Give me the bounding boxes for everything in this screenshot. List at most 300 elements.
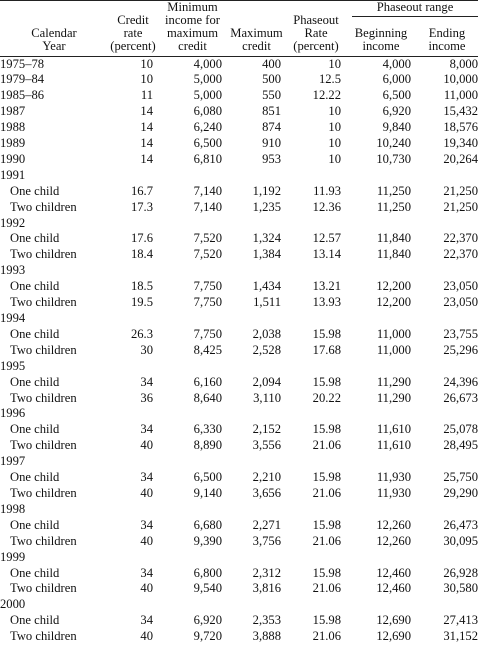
- cell-credit-rate: 18.5: [108, 279, 158, 295]
- cell-phaseout-rate: 12.5: [286, 72, 346, 88]
- cell-credit-rate: 17.6: [108, 231, 158, 247]
- cell-beginning-income: 10,240: [346, 136, 416, 152]
- cell-beginning-income: 12,460: [346, 566, 416, 582]
- cell-ending-income: 28,495: [416, 438, 478, 454]
- cell-ending-income: [416, 168, 478, 184]
- header-line: income for: [160, 14, 225, 27]
- cell-credit-rate: 34: [108, 613, 158, 629]
- cell-maximum-credit: 400: [227, 57, 286, 73]
- cell-maximum-credit: 3,888: [227, 629, 286, 645]
- cell-minimum-income: [158, 454, 227, 470]
- row-household-label: One child: [0, 327, 108, 343]
- cell-ending-income: [416, 597, 478, 613]
- header-credit-rate: [108, 1, 158, 57]
- table-row: [0, 581, 478, 597]
- year-group-row: [0, 216, 478, 232]
- cell-maximum-credit: 1,434: [227, 279, 286, 295]
- row-year-label: 1994: [0, 311, 108, 327]
- year-group-row: [0, 168, 478, 184]
- cell-ending-income: [416, 454, 478, 470]
- row-year-label: 1993: [0, 263, 108, 279]
- cell-ending-income: [416, 359, 478, 375]
- cell-ending-income: 24,396: [416, 375, 478, 391]
- year-group-row: [0, 311, 478, 327]
- header-beginning-income: [346, 22, 416, 56]
- header-minimum-income: [158, 1, 227, 57]
- cell-minimum-income: 4,000: [158, 57, 227, 73]
- cell-phaseout-rate: 15.98: [286, 375, 346, 391]
- row-household-label: One child: [0, 518, 108, 534]
- table-row: [0, 136, 478, 152]
- cell-maximum-credit: 953: [227, 152, 286, 168]
- cell-minimum-income: 7,750: [158, 279, 227, 295]
- cell-minimum-income: 7,750: [158, 295, 227, 311]
- cell-minimum-income: [158, 359, 227, 375]
- row-year-label: 1996: [0, 406, 108, 422]
- cell-beginning-income: 11,290: [346, 375, 416, 391]
- row-year-label: 1989: [0, 136, 108, 152]
- cell-beginning-income: 12,260: [346, 534, 416, 550]
- cell-beginning-income: 11,840: [346, 231, 416, 247]
- cell-minimum-income: [158, 502, 227, 518]
- cell-beginning-income: 6,500: [346, 88, 416, 104]
- cell-maximum-credit: 2,271: [227, 518, 286, 534]
- cell-maximum-credit: 2,152: [227, 422, 286, 438]
- header-line: Ending: [418, 27, 476, 40]
- cell-phaseout-rate: 13.14: [286, 247, 346, 263]
- table-row: [0, 343, 478, 359]
- cell-maximum-credit: 2,353: [227, 613, 286, 629]
- cell-ending-income: 25,750: [416, 470, 478, 486]
- cell-credit-rate: [108, 216, 158, 232]
- cell-minimum-income: 7,520: [158, 231, 227, 247]
- header-line: Minimum: [160, 1, 225, 14]
- cell-maximum-credit: 3,556: [227, 438, 286, 454]
- cell-ending-income: [416, 502, 478, 518]
- cell-ending-income: [416, 406, 478, 422]
- cell-minimum-income: [158, 550, 227, 566]
- cell-ending-income: 29,290: [416, 486, 478, 502]
- table-header: [0, 1, 478, 57]
- cell-phaseout-rate: 21.06: [286, 486, 346, 502]
- table-row: [0, 104, 478, 120]
- row-household-label: Two children: [0, 295, 108, 311]
- cell-phaseout-rate: 15.98: [286, 613, 346, 629]
- cell-phaseout-rate: 10: [286, 152, 346, 168]
- row-year-label: 1992: [0, 216, 108, 232]
- year-group-row: [0, 502, 478, 518]
- cell-minimum-income: 8,640: [158, 391, 227, 407]
- cell-maximum-credit: [227, 550, 286, 566]
- cell-maximum-credit: [227, 359, 286, 375]
- cell-phaseout-rate: 20.22: [286, 391, 346, 407]
- cell-credit-rate: 19.5: [108, 295, 158, 311]
- row-household-label: Two children: [0, 438, 108, 454]
- cell-credit-rate: [108, 168, 158, 184]
- cell-phaseout-rate: 10: [286, 57, 346, 73]
- cell-maximum-credit: 2,210: [227, 470, 286, 486]
- cell-credit-rate: 14: [108, 152, 158, 168]
- cell-ending-income: [416, 263, 478, 279]
- cell-credit-rate: 18.4: [108, 247, 158, 263]
- row-household-label: One child: [0, 470, 108, 486]
- header-phaseout-range-label: Phaseout range: [352, 1, 478, 17]
- cell-beginning-income: 12,460: [346, 581, 416, 597]
- row-household-label: Two children: [0, 247, 108, 263]
- cell-credit-rate: 36: [108, 391, 158, 407]
- cell-phaseout-rate: 13.21: [286, 279, 346, 295]
- cell-ending-income: 26,473: [416, 518, 478, 534]
- header-line: maximum: [160, 27, 225, 40]
- header-phaseout-range: [346, 1, 478, 23]
- table-row: [0, 629, 478, 645]
- cell-credit-rate: [108, 406, 158, 422]
- cell-ending-income: 18,576: [416, 120, 478, 136]
- cell-credit-rate: 40: [108, 629, 158, 645]
- cell-ending-income: 23,755: [416, 327, 478, 343]
- table-row: [0, 57, 478, 73]
- cell-minimum-income: 5,000: [158, 72, 227, 88]
- cell-phaseout-rate: 10: [286, 136, 346, 152]
- cell-minimum-income: 6,080: [158, 104, 227, 120]
- row-household-label: Two children: [0, 343, 108, 359]
- cell-beginning-income: [346, 263, 416, 279]
- row-year-label: 1985–86: [0, 88, 108, 104]
- table-row: [0, 327, 478, 343]
- cell-phaseout-rate: 15.98: [286, 518, 346, 534]
- cell-minimum-income: [158, 311, 227, 327]
- cell-credit-rate: 30: [108, 343, 158, 359]
- cell-ending-income: 15,432: [416, 104, 478, 120]
- row-year-label: 1987: [0, 104, 108, 120]
- cell-maximum-credit: [227, 168, 286, 184]
- cell-credit-rate: 11: [108, 88, 158, 104]
- row-household-label: One child: [0, 613, 108, 629]
- cell-ending-income: [416, 216, 478, 232]
- row-household-label: Two children: [0, 534, 108, 550]
- cell-minimum-income: [158, 597, 227, 613]
- table-row: [0, 184, 478, 200]
- cell-maximum-credit: 3,110: [227, 391, 286, 407]
- table-row: [0, 231, 478, 247]
- cell-credit-rate: [108, 311, 158, 327]
- header-line: Credit: [110, 14, 156, 27]
- header-phaseout-rate: [286, 1, 346, 57]
- cell-ending-income: 10,000: [416, 72, 478, 88]
- cell-beginning-income: [346, 359, 416, 375]
- cell-minimum-income: 6,330: [158, 422, 227, 438]
- cell-ending-income: 19,340: [416, 136, 478, 152]
- cell-credit-rate: [108, 550, 158, 566]
- table-row: [0, 88, 478, 104]
- header-ending-income: [416, 22, 478, 56]
- header-line: credit: [160, 40, 225, 53]
- cell-credit-rate: 17.3: [108, 200, 158, 216]
- cell-credit-rate: 26.3: [108, 327, 158, 343]
- header-line: (percent): [288, 40, 344, 53]
- cell-phaseout-rate: 21.06: [286, 438, 346, 454]
- cell-phaseout-rate: 21.06: [286, 581, 346, 597]
- cell-beginning-income: [346, 311, 416, 327]
- cell-maximum-credit: 3,656: [227, 486, 286, 502]
- cell-minimum-income: 6,500: [158, 136, 227, 152]
- cell-phaseout-rate: 15.98: [286, 422, 346, 438]
- cell-phaseout-rate: [286, 502, 346, 518]
- cell-credit-rate: [108, 502, 158, 518]
- table-row: [0, 613, 478, 629]
- cell-phaseout-rate: [286, 454, 346, 470]
- cell-maximum-credit: 500: [227, 72, 286, 88]
- cell-phaseout-rate: 15.98: [286, 327, 346, 343]
- table-row: [0, 518, 478, 534]
- cell-maximum-credit: 910: [227, 136, 286, 152]
- cell-beginning-income: [346, 597, 416, 613]
- cell-ending-income: 20,264: [416, 152, 478, 168]
- cell-beginning-income: 12,690: [346, 629, 416, 645]
- row-year-label: 1995: [0, 359, 108, 375]
- cell-beginning-income: [346, 454, 416, 470]
- cell-credit-rate: 34: [108, 566, 158, 582]
- cell-maximum-credit: [227, 216, 286, 232]
- row-year-label: 1991: [0, 168, 108, 184]
- cell-credit-rate: 40: [108, 581, 158, 597]
- cell-beginning-income: 11,930: [346, 470, 416, 486]
- cell-beginning-income: 12,200: [346, 279, 416, 295]
- row-household-label: Two children: [0, 629, 108, 645]
- cell-credit-rate: 34: [108, 422, 158, 438]
- year-group-row: [0, 359, 478, 375]
- cell-phaseout-rate: 15.98: [286, 470, 346, 486]
- row-household-label: Two children: [0, 581, 108, 597]
- cell-phaseout-rate: [286, 311, 346, 327]
- header-calendar-year: [0, 1, 108, 57]
- cell-maximum-credit: [227, 597, 286, 613]
- header-line: rate: [110, 27, 156, 40]
- cell-ending-income: 30,095: [416, 534, 478, 550]
- cell-minimum-income: [158, 406, 227, 422]
- row-year-label: 1990: [0, 152, 108, 168]
- row-household-label: One child: [0, 231, 108, 247]
- cell-maximum-credit: 1,235: [227, 200, 286, 216]
- table-row: [0, 152, 478, 168]
- cell-credit-rate: [108, 597, 158, 613]
- cell-minimum-income: 6,160: [158, 375, 227, 391]
- header-line: Maximum: [229, 27, 284, 40]
- cell-beginning-income: 11,610: [346, 438, 416, 454]
- cell-beginning-income: 4,000: [346, 57, 416, 73]
- row-year-label: 1988: [0, 120, 108, 136]
- row-household-label: One child: [0, 566, 108, 582]
- cell-beginning-income: 11,250: [346, 184, 416, 200]
- cell-ending-income: 21,250: [416, 184, 478, 200]
- cell-phaseout-rate: [286, 216, 346, 232]
- cell-minimum-income: 6,500: [158, 470, 227, 486]
- row-household-label: Two children: [0, 486, 108, 502]
- row-household-label: Two children: [0, 200, 108, 216]
- cell-credit-rate: 14: [108, 136, 158, 152]
- cell-ending-income: 25,296: [416, 343, 478, 359]
- cell-ending-income: 27,413: [416, 613, 478, 629]
- cell-phaseout-rate: 11.93: [286, 184, 346, 200]
- row-year-label: 1998: [0, 502, 108, 518]
- cell-phaseout-rate: [286, 406, 346, 422]
- cell-maximum-credit: 3,756: [227, 534, 286, 550]
- cell-beginning-income: [346, 502, 416, 518]
- cell-beginning-income: 11,250: [346, 200, 416, 216]
- cell-beginning-income: [346, 216, 416, 232]
- cell-ending-income: 11,000: [416, 88, 478, 104]
- cell-phaseout-rate: 17.68: [286, 343, 346, 359]
- cell-phaseout-rate: 12.22: [286, 88, 346, 104]
- cell-credit-rate: [108, 454, 158, 470]
- cell-minimum-income: [158, 168, 227, 184]
- year-group-row: [0, 454, 478, 470]
- table-row: [0, 72, 478, 88]
- cell-minimum-income: 9,140: [158, 486, 227, 502]
- cell-credit-rate: 14: [108, 120, 158, 136]
- header-row-group: [0, 1, 478, 23]
- cell-minimum-income: 5,000: [158, 88, 227, 104]
- cell-maximum-credit: [227, 406, 286, 422]
- cell-credit-rate: [108, 263, 158, 279]
- cell-beginning-income: 6,920: [346, 104, 416, 120]
- cell-ending-income: 22,370: [416, 247, 478, 263]
- row-year-label: 1997: [0, 454, 108, 470]
- cell-minimum-income: 6,920: [158, 613, 227, 629]
- header-line: Beginning: [348, 27, 414, 40]
- cell-beginning-income: [346, 406, 416, 422]
- cell-ending-income: 26,928: [416, 566, 478, 582]
- cell-credit-rate: 16.7: [108, 184, 158, 200]
- row-year-label: 2000: [0, 597, 108, 613]
- cell-maximum-credit: [227, 502, 286, 518]
- table-row: [0, 200, 478, 216]
- cell-credit-rate: 10: [108, 72, 158, 88]
- header-line: credit: [229, 40, 284, 53]
- table-row: [0, 438, 478, 454]
- cell-minimum-income: 7,520: [158, 247, 227, 263]
- cell-beginning-income: 6,000: [346, 72, 416, 88]
- cell-ending-income: 22,370: [416, 231, 478, 247]
- cell-credit-rate: 14: [108, 104, 158, 120]
- cell-maximum-credit: [227, 311, 286, 327]
- header-line: Calendar: [2, 27, 106, 40]
- cell-maximum-credit: 1,324: [227, 231, 286, 247]
- header-line: income: [348, 40, 414, 53]
- cell-maximum-credit: 874: [227, 120, 286, 136]
- cell-beginning-income: 12,260: [346, 518, 416, 534]
- cell-beginning-income: 9,840: [346, 120, 416, 136]
- cell-phaseout-rate: 13.93: [286, 295, 346, 311]
- cell-ending-income: [416, 311, 478, 327]
- cell-maximum-credit: 2,312: [227, 566, 286, 582]
- cell-minimum-income: 6,240: [158, 120, 227, 136]
- cell-phaseout-rate: 15.98: [286, 566, 346, 582]
- cell-credit-rate: 40: [108, 486, 158, 502]
- cell-ending-income: 25,078: [416, 422, 478, 438]
- cell-beginning-income: 12,200: [346, 295, 416, 311]
- cell-credit-rate: 34: [108, 470, 158, 486]
- cell-phaseout-rate: [286, 550, 346, 566]
- cell-beginning-income: 12,690: [346, 613, 416, 629]
- header-line: income: [418, 40, 476, 53]
- cell-ending-income: [416, 550, 478, 566]
- cell-phaseout-rate: [286, 359, 346, 375]
- cell-ending-income: 8,000: [416, 57, 478, 73]
- cell-minimum-income: 6,680: [158, 518, 227, 534]
- cell-minimum-income: 7,140: [158, 184, 227, 200]
- cell-maximum-credit: 851: [227, 104, 286, 120]
- cell-maximum-credit: 2,528: [227, 343, 286, 359]
- cell-phaseout-rate: 21.06: [286, 629, 346, 645]
- cell-minimum-income: [158, 263, 227, 279]
- table-row: [0, 247, 478, 263]
- cell-ending-income: 31,152: [416, 629, 478, 645]
- cell-minimum-income: 9,540: [158, 581, 227, 597]
- cell-maximum-credit: 1,384: [227, 247, 286, 263]
- row-year-label: 1979–84: [0, 72, 108, 88]
- header-maximum-credit: [227, 1, 286, 57]
- cell-beginning-income: 11,290: [346, 391, 416, 407]
- row-household-label: One child: [0, 375, 108, 391]
- year-group-row: [0, 263, 478, 279]
- table-row: [0, 120, 478, 136]
- cell-beginning-income: [346, 168, 416, 184]
- table-body: [0, 57, 478, 645]
- cell-phaseout-rate: 12.57: [286, 231, 346, 247]
- year-group-row: [0, 597, 478, 613]
- cell-ending-income: 30,580: [416, 581, 478, 597]
- cell-maximum-credit: 550: [227, 88, 286, 104]
- cell-beginning-income: 11,000: [346, 327, 416, 343]
- cell-maximum-credit: 3,816: [227, 581, 286, 597]
- row-year-label: 1975–78: [0, 57, 108, 73]
- table-row: [0, 422, 478, 438]
- row-household-label: One child: [0, 184, 108, 200]
- table-row: [0, 391, 478, 407]
- cell-phaseout-rate: [286, 263, 346, 279]
- row-household-label: Two children: [0, 391, 108, 407]
- cell-maximum-credit: 1,511: [227, 295, 286, 311]
- cell-beginning-income: 10,730: [346, 152, 416, 168]
- header-line: Rate: [288, 27, 344, 40]
- cell-phaseout-rate: [286, 597, 346, 613]
- cell-phaseout-rate: 21.06: [286, 534, 346, 550]
- cell-credit-rate: 10: [108, 57, 158, 73]
- header-line: Phaseout: [288, 14, 344, 27]
- table-row: [0, 375, 478, 391]
- cell-minimum-income: 9,720: [158, 629, 227, 645]
- cell-minimum-income: 6,810: [158, 152, 227, 168]
- row-household-label: One child: [0, 279, 108, 295]
- table-row: [0, 486, 478, 502]
- cell-credit-rate: 34: [108, 375, 158, 391]
- cell-beginning-income: 11,930: [346, 486, 416, 502]
- table-row: [0, 279, 478, 295]
- table-row: [0, 295, 478, 311]
- cell-minimum-income: 7,140: [158, 200, 227, 216]
- cell-credit-rate: 34: [108, 518, 158, 534]
- cell-credit-rate: [108, 359, 158, 375]
- cell-maximum-credit: 2,038: [227, 327, 286, 343]
- cell-ending-income: 23,050: [416, 279, 478, 295]
- cell-beginning-income: 11,000: [346, 343, 416, 359]
- header-line: Year: [2, 40, 106, 53]
- cell-minimum-income: [158, 216, 227, 232]
- cell-ending-income: 26,673: [416, 391, 478, 407]
- cell-minimum-income: 8,425: [158, 343, 227, 359]
- year-group-row: [0, 406, 478, 422]
